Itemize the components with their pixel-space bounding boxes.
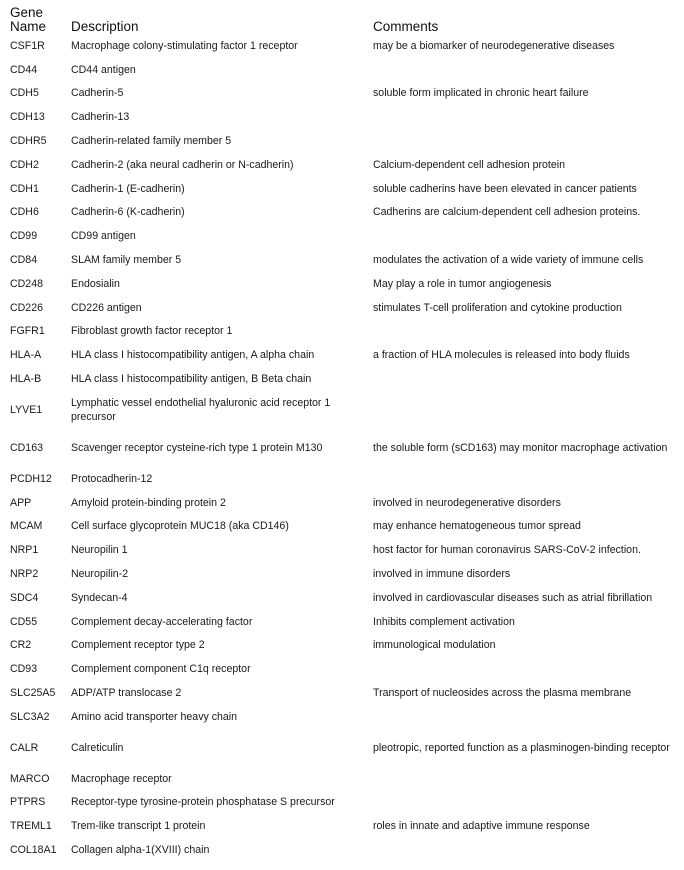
table-row [10, 586, 680, 610]
gene-name-cell: PTPRS [10, 796, 46, 809]
gene-name-cell: CDH6 [10, 206, 39, 219]
table-row [10, 320, 680, 344]
description-cell: Scavenger receptor cysteine-rich type 1 protein M130 [71, 441, 323, 454]
table-row [10, 705, 680, 729]
description-cell: ADP/ATP translocase 2 [71, 687, 182, 700]
header-gene-line1: Gene [10, 5, 44, 20]
comments-cell: a fraction of HLA molecules is released into body fluids [373, 349, 630, 362]
gene-name-cell: SDC4 [10, 591, 39, 604]
gene-name-cell: CR2 [10, 639, 32, 652]
gene-name-cell: NRP1 [10, 544, 39, 557]
comments-cell [373, 129, 680, 153]
description-cell: Cadherin-2 (aka neural cadherin or N-cadherin) [71, 158, 294, 171]
table-body [10, 34, 680, 862]
comments-cell [373, 467, 680, 491]
description-cell: Trem-like transcript 1 protein [71, 820, 206, 833]
header-description: Description [71, 19, 139, 34]
gene-name-cell: COL18A1 [10, 844, 57, 856]
comments-cell [373, 105, 680, 129]
comments-cell [373, 657, 680, 681]
gene-name-cell: CDH1 [10, 182, 39, 195]
gene-name-cell: CSF1R [10, 39, 45, 52]
gene-name-cell: CDH5 [10, 87, 39, 100]
gene-name-cell: MCAM [10, 520, 43, 533]
description-cell: CD226 antigen [71, 301, 142, 314]
table-row [10, 58, 680, 82]
gene-name-cell: APP [10, 496, 32, 509]
gene-name-cell: CD226 [10, 301, 43, 314]
comments-cell: Cadherins are calcium-dependent cell adhesion proteins. [373, 206, 641, 219]
gene-name-cell: TREML1 [10, 820, 52, 833]
comments-cell: Calcium-dependent cell adhesion protein [373, 158, 565, 171]
gene-name-cell: CD55 [10, 615, 38, 628]
gene-name-cell: CD248 [10, 277, 43, 290]
description-cell: Macrophage colony-stimulating factor 1 receptor [71, 39, 298, 52]
description-cell: Cadherin-5 [71, 87, 124, 100]
table-row [10, 129, 680, 153]
table-row [10, 729, 680, 767]
description-cell: Cadherin-related family member 5 [71, 135, 232, 148]
comments-cell [373, 838, 680, 862]
gene-name-cell: MARCO [10, 772, 50, 785]
description-cell: Collagen alpha-1(XVIII) chain [71, 844, 210, 856]
description-cell: Cadherin-13 [71, 111, 130, 124]
comments-cell: may be a biomarker of neurodegenerative diseases [373, 39, 615, 52]
comments-cell: May play a role in tumor angiogenesis [373, 277, 552, 290]
comments-cell: may enhance hematogeneous tumor spread [373, 520, 581, 533]
comments-cell [373, 320, 680, 344]
comments-cell: stimulates T-cell proliferation and cytokine production [373, 301, 622, 314]
table-row [10, 272, 680, 296]
description-cell: HLA class I histocompatibility antigen, A alpha chain [71, 349, 315, 362]
table-row [10, 791, 680, 815]
description-cell: CD44 antigen [71, 63, 136, 76]
gene-name-cell: CD99 [10, 230, 38, 243]
gene-name-cell: SLC3A2 [10, 710, 50, 723]
comments-cell: pleotropic, reported function as a plasminogen-binding receptor [373, 741, 670, 754]
table-row [10, 224, 680, 248]
description-cell: Lymphatic vessel endothelial hyaluronic acid receptor 1 precursor [71, 396, 331, 423]
comments-cell: roles in innate and adaptive immune response [373, 820, 590, 833]
table-row [10, 82, 680, 106]
description-cell: Amino acid transporter heavy chain [71, 710, 238, 723]
table-row [10, 562, 680, 586]
table-row [10, 296, 680, 320]
table-row [10, 248, 680, 272]
gene-name-cell: CD84 [10, 254, 38, 267]
table-header [10, 4, 680, 34]
description-cell: Cadherin-6 (K-cadherin) [71, 206, 185, 219]
table-row [10, 681, 680, 705]
description-cell: Protocadherin-12 [71, 472, 153, 485]
description-cell: CD99 antigen [71, 230, 136, 243]
comments-cell: involved in neurodegenerative disorders [373, 496, 561, 509]
gene-table [10, 4, 680, 862]
table-row [10, 657, 680, 681]
description-cell: HLA class I histocompatibility antigen, B Beta chain [71, 373, 312, 386]
gene-name-cell: PCDH12 [10, 472, 52, 485]
gene-name-cell: CALR [10, 741, 39, 754]
description-cell: Neuropilin 1 [71, 544, 128, 557]
comments-cell [373, 367, 680, 391]
table-row [10, 153, 680, 177]
table-row [10, 491, 680, 515]
comments-cell: involved in immune disorders [373, 568, 511, 581]
description-cell: Macrophage receptor [71, 772, 172, 785]
comments-cell [373, 58, 680, 82]
table-row [10, 201, 680, 225]
gene-name-cell: CDH2 [10, 158, 39, 171]
description-cell: Cell surface glycoprotein MUC18 (aka CD146) [71, 520, 289, 533]
description-cell: Syndecan-4 [71, 591, 128, 604]
comments-cell [373, 391, 680, 429]
gene-name-cell: HLA-B [10, 373, 42, 386]
gene-name-cell: CD44 [10, 63, 38, 76]
gene-name-cell: FGFR1 [10, 325, 45, 338]
table-row [10, 105, 680, 129]
table-row [10, 429, 680, 467]
description-cell: Complement decay-accelerating factor [71, 615, 253, 628]
comments-cell: Inhibits complement activation [373, 615, 515, 628]
table-row [10, 177, 680, 201]
description-cell: Cadherin-1 (E-cadherin) [71, 182, 185, 195]
comments-cell [373, 791, 680, 815]
comments-cell [373, 224, 680, 248]
comments-cell: modulates the activation of a wide variety of immune cells [373, 254, 644, 267]
table-row [10, 515, 680, 539]
table-row [10, 610, 680, 634]
comments-cell: host factor for human coronavirus SARS-CoV-2 infection. [373, 544, 641, 557]
table-row [10, 467, 680, 491]
description-cell: Calreticulin [71, 741, 124, 754]
comments-cell: soluble cadherins have been elevated in cancer patients [373, 182, 637, 195]
header-gene-name [10, 4, 71, 34]
header-comments: Comments [373, 19, 439, 34]
description-cell: Complement component C1q receptor [71, 663, 251, 676]
gene-name-cell: LYVE1 [10, 403, 43, 416]
comments-cell: the soluble form (sCD163) may monitor macrophage activation [373, 441, 668, 454]
gene-name-cell: CD93 [10, 663, 38, 676]
gene-name-cell: CDHR5 [10, 135, 47, 148]
table-row [10, 367, 680, 391]
table-row [10, 343, 680, 367]
table-row [10, 634, 680, 658]
description-cell: Receptor-type tyrosine-protein phosphatase S precursor [71, 796, 335, 809]
description-cell: Endosialin [71, 277, 120, 290]
description-cell: Amyloid protein-binding protein 2 [71, 496, 226, 509]
comments-cell [373, 767, 680, 791]
comments-cell [373, 705, 680, 729]
gene-name-cell: CDH13 [10, 111, 45, 124]
description-cell: Complement receptor type 2 [71, 639, 205, 652]
header-gene-line2: Name [10, 19, 47, 34]
comments-cell: soluble form implicated in chronic heart failure [373, 87, 589, 100]
gene-name-cell: CD163 [10, 441, 43, 454]
table-row [10, 391, 680, 429]
table-row [10, 538, 680, 562]
table-row [10, 767, 680, 791]
gene-name-cell: HLA-A [10, 349, 42, 362]
gene-name-cell: NRP2 [10, 568, 39, 581]
table-row [10, 34, 680, 58]
description-cell: Neuropilin-2 [71, 568, 129, 581]
gene-name-cell: SLC25A5 [10, 687, 56, 700]
table-row [10, 838, 680, 862]
comments-cell: involved in cardiovascular diseases such as atrial fibrillation [373, 591, 653, 604]
header-row [10, 4, 680, 34]
table-row [10, 814, 680, 838]
description-cell: SLAM family member 5 [71, 254, 182, 267]
comments-cell: Transport of nucleosides across the plasma membrane [373, 687, 632, 700]
description-cell: Fibroblast growth factor receptor 1 [71, 325, 233, 338]
comments-cell: immunological modulation [373, 639, 496, 652]
